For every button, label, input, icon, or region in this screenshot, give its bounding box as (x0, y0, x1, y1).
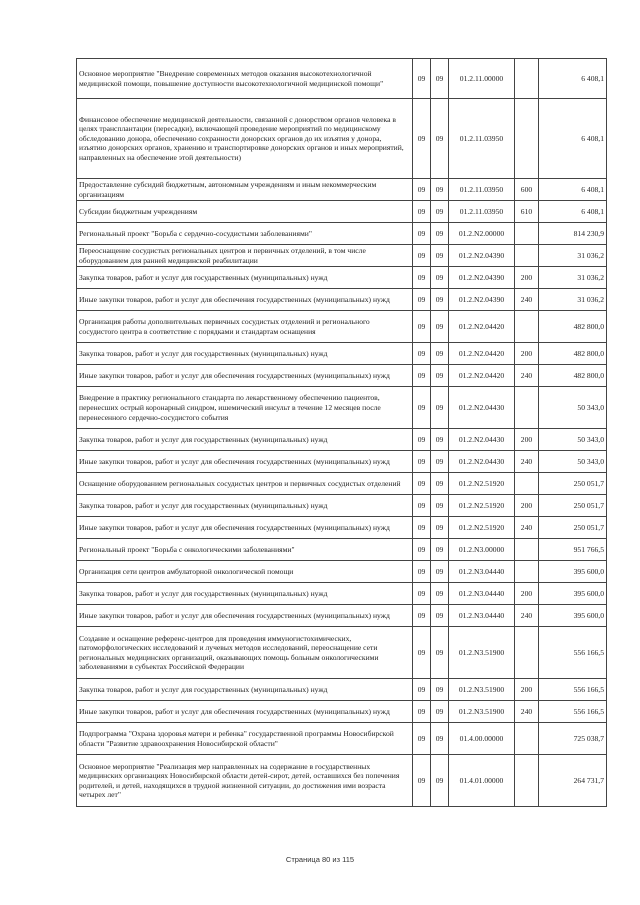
table-row (77, 679, 607, 701)
section-cell: 09 (413, 583, 431, 605)
row-name-cell: Региональный проект "Борьба с онкологическими заболеваниями" (77, 539, 413, 561)
expense-type-cell: 240 (515, 605, 539, 627)
row-name-cell: Иные закупки товаров, работ и услуг для обеспечения государственных (муниципальных) нужд (77, 517, 413, 539)
amount-cell: 482 800,0 (539, 343, 607, 365)
subsection-cell: 09 (431, 343, 449, 365)
row-name-cell: Закупка товаров, работ и услуг для государственных (муниципальных) нужд (77, 583, 413, 605)
table-row (77, 99, 607, 179)
amount-cell: 482 800,0 (539, 311, 607, 343)
row-name-cell: Подпрограмма "Охрана здоровья матери и ребенка" государственной программы Новосибирской области "Развитие здравоохранения Новосибирской области" (77, 723, 413, 755)
amount-cell: 482 800,0 (539, 365, 607, 387)
target-code-cell: 01.2.N3.00000 (449, 539, 515, 561)
table-row (77, 429, 607, 451)
target-code-cell: 01.4.00.00000 (449, 723, 515, 755)
expense-type-cell (515, 539, 539, 561)
table-row (77, 267, 607, 289)
subsection-cell: 09 (431, 267, 449, 289)
row-name-cell: Переоснащение сосудистых региональных центров и первичных отделений, в том числе оборудованием для ранней медицинской реабилитации (77, 245, 413, 267)
subsection-cell: 09 (431, 311, 449, 343)
expense-type-cell: 240 (515, 451, 539, 473)
section-cell: 09 (413, 387, 431, 429)
expense-type-cell (515, 223, 539, 245)
table-row (77, 245, 607, 267)
section-cell: 09 (413, 59, 431, 99)
target-code-cell: 01.2.N2.04390 (449, 267, 515, 289)
expense-type-cell: 240 (515, 517, 539, 539)
amount-cell: 250 051,7 (539, 495, 607, 517)
target-code-cell: 01.2.N2.00000 (449, 223, 515, 245)
subsection-cell: 09 (431, 179, 449, 201)
expense-type-cell: 610 (515, 201, 539, 223)
subsection-cell: 09 (431, 473, 449, 495)
row-name-cell: Иные закупки товаров, работ и услуг для обеспечения государственных (муниципальных) нужд (77, 289, 413, 311)
row-name-cell: Организация сети центров амбулаторной онкологической помощи (77, 561, 413, 583)
section-cell: 09 (413, 561, 431, 583)
table-row (77, 539, 607, 561)
subsection-cell: 09 (431, 365, 449, 387)
section-cell: 09 (413, 495, 431, 517)
target-code-cell: 01.2.N3.04440 (449, 583, 515, 605)
amount-cell: 50 343,0 (539, 451, 607, 473)
expense-type-cell (515, 245, 539, 267)
row-name-cell: Субсидии бюджетным учреждениям (77, 201, 413, 223)
subsection-cell: 09 (431, 429, 449, 451)
subsection-cell: 09 (431, 517, 449, 539)
target-code-cell: 01.2.N2.51920 (449, 517, 515, 539)
expense-type-cell (515, 755, 539, 807)
section-cell: 09 (413, 289, 431, 311)
row-name-cell: Иные закупки товаров, работ и услуг для обеспечения государственных (муниципальных) нужд (77, 701, 413, 723)
target-code-cell: 01.2.N2.51920 (449, 473, 515, 495)
table-row (77, 343, 607, 365)
row-name-cell: Закупка товаров, работ и услуг для государственных (муниципальных) нужд (77, 429, 413, 451)
target-code-cell: 01.2.N2.04430 (449, 387, 515, 429)
row-name-cell: Закупка товаров, работ и услуг для государственных (муниципальных) нужд (77, 343, 413, 365)
amount-cell: 6 408,1 (539, 59, 607, 99)
section-cell: 09 (413, 99, 431, 179)
target-code-cell: 01.2.N2.04420 (449, 343, 515, 365)
table-row (77, 583, 607, 605)
subsection-cell: 09 (431, 755, 449, 807)
expense-type-cell (515, 99, 539, 179)
table-row (77, 517, 607, 539)
row-name-cell: Иные закупки товаров, работ и услуг для обеспечения государственных (муниципальных) нужд (77, 365, 413, 387)
row-name-cell: Финансовое обеспечение медицинской деятельности, связанной с донорством органов человека в целях трансплантации (пересадки), включающей проведение мероприятий по медицинскому обследованию донора, обеспечению сохранности донорских органов до их изъятия у донора, изъятию донорских органов, хранению и транспортировке донорских органов и иных мероприятий, направленных на обеспечение этой деятельности) (77, 99, 413, 179)
target-code-cell: 01.2.N3.04440 (449, 605, 515, 627)
amount-cell: 395 600,0 (539, 561, 607, 583)
expense-type-cell (515, 473, 539, 495)
row-name-cell: Закупка товаров, работ и услуг для государственных (муниципальных) нужд (77, 679, 413, 701)
amount-cell: 556 166,5 (539, 701, 607, 723)
amount-cell: 6 408,1 (539, 99, 607, 179)
row-name-cell: Закупка товаров, работ и услуг для государственных (муниципальных) нужд (77, 267, 413, 289)
section-cell: 09 (413, 201, 431, 223)
table-row (77, 311, 607, 343)
row-name-cell: Предоставление субсидий бюджетным, автономным учреждениям и иным некоммерческим организациям (77, 179, 413, 201)
row-name-cell: Внедрение в практику регионального стандарта по лекарственному обеспечению пациентов, перенесших острый коронарный синдром, ишемический инсульт в течение 12 месяцев после перенесенного сердечно-сосудистого события (77, 387, 413, 429)
amount-cell: 6 408,1 (539, 201, 607, 223)
expense-type-cell: 200 (515, 495, 539, 517)
expense-type-cell (515, 387, 539, 429)
amount-cell: 31 036,2 (539, 267, 607, 289)
table-row (77, 451, 607, 473)
section-cell: 09 (413, 605, 431, 627)
amount-cell: 6 408,1 (539, 179, 607, 201)
subsection-cell: 09 (431, 701, 449, 723)
subsection-cell: 09 (431, 679, 449, 701)
target-code-cell: 01.2.N3.51900 (449, 627, 515, 679)
expense-type-cell (515, 627, 539, 679)
amount-cell: 395 600,0 (539, 605, 607, 627)
target-code-cell: 01.2.N2.04390 (449, 245, 515, 267)
table-row (77, 755, 607, 807)
subsection-cell: 09 (431, 451, 449, 473)
target-code-cell: 01.2.N2.04430 (449, 429, 515, 451)
table-row (77, 59, 607, 99)
section-cell: 09 (413, 365, 431, 387)
table-row (77, 561, 607, 583)
row-name-cell: Создание и оснащение референс-центров для проведения иммуногистохимических, патоморфологических исследований и лучевых методов исследований, переоснащение сети региональных медицинских организаций, оказывающих помощь больным онкологическими заболеваниями в субъектах Российской Федерации (77, 627, 413, 679)
row-name-cell: Организация работы дополнительных первичных сосудистых отделений и регионального сосудистого центра в соответствие с порядками и стандартам оснащения (77, 311, 413, 343)
section-cell: 09 (413, 429, 431, 451)
row-name-cell: Основное мероприятие "Реализация мер направленных на содержание в государственных медицинских организациях Новосибирской области детей-сирот, детей, оставшихся без попечения родителей, и детей, находящихся в трудной жизненной ситуации, до достижения ими возраста четырех лет" (77, 755, 413, 807)
row-name-cell: Оснащение оборудованием региональных сосудистых центров и первичных сосудистых отделений (77, 473, 413, 495)
table-row (77, 179, 607, 201)
target-code-cell: 01.2.11.03950 (449, 201, 515, 223)
expense-type-cell: 240 (515, 289, 539, 311)
section-cell: 09 (413, 701, 431, 723)
page-number: Страница 80 из 115 (285, 855, 355, 864)
amount-cell: 250 051,7 (539, 517, 607, 539)
table-row (77, 723, 607, 755)
expense-type-cell: 200 (515, 679, 539, 701)
budget-table (76, 58, 607, 807)
target-code-cell: 01.2.N3.51900 (449, 701, 515, 723)
subsection-cell: 09 (431, 59, 449, 99)
table-body (77, 59, 607, 807)
target-code-cell: 01.2.11.03950 (449, 179, 515, 201)
row-name-cell: Иные закупки товаров, работ и услуг для обеспечения государственных (муниципальных) нужд (77, 451, 413, 473)
subsection-cell: 09 (431, 539, 449, 561)
table-row (77, 387, 607, 429)
amount-cell: 264 731,7 (539, 755, 607, 807)
subsection-cell: 09 (431, 289, 449, 311)
section-cell: 09 (413, 451, 431, 473)
target-code-cell: 01.2.N2.04420 (449, 311, 515, 343)
subsection-cell: 09 (431, 605, 449, 627)
expense-type-cell: 200 (515, 267, 539, 289)
section-cell: 09 (413, 267, 431, 289)
amount-cell: 814 230,9 (539, 223, 607, 245)
amount-cell: 395 600,0 (539, 583, 607, 605)
expense-type-cell (515, 311, 539, 343)
subsection-cell: 09 (431, 561, 449, 583)
amount-cell: 725 038,7 (539, 723, 607, 755)
table-row (77, 605, 607, 627)
section-cell: 09 (413, 245, 431, 267)
target-code-cell: 01.2.N2.04390 (449, 289, 515, 311)
subsection-cell: 09 (431, 99, 449, 179)
section-cell: 09 (413, 179, 431, 201)
amount-cell: 250 051,7 (539, 473, 607, 495)
section-cell: 09 (413, 311, 431, 343)
section-cell: 09 (413, 539, 431, 561)
section-cell: 09 (413, 755, 431, 807)
section-cell: 09 (413, 343, 431, 365)
amount-cell: 50 343,0 (539, 429, 607, 451)
subsection-cell: 09 (431, 583, 449, 605)
table-row (77, 627, 607, 679)
table-row (77, 201, 607, 223)
subsection-cell: 09 (431, 245, 449, 267)
expense-type-cell: 240 (515, 365, 539, 387)
table-row (77, 365, 607, 387)
row-name-cell: Закупка товаров, работ и услуг для государственных (муниципальных) нужд (77, 495, 413, 517)
expense-type-cell: 240 (515, 701, 539, 723)
table-row (77, 289, 607, 311)
subsection-cell: 09 (431, 387, 449, 429)
section-cell: 09 (413, 473, 431, 495)
amount-cell: 31 036,2 (539, 289, 607, 311)
section-cell: 09 (413, 723, 431, 755)
amount-cell: 31 036,2 (539, 245, 607, 267)
target-code-cell: 01.2.11.03950 (449, 99, 515, 179)
expense-type-cell: 200 (515, 583, 539, 605)
subsection-cell: 09 (431, 723, 449, 755)
target-code-cell: 01.2.N2.04430 (449, 451, 515, 473)
expense-type-cell: 200 (515, 429, 539, 451)
section-cell: 09 (413, 517, 431, 539)
target-code-cell: 01.2.N3.51900 (449, 679, 515, 701)
section-cell: 09 (413, 679, 431, 701)
section-cell: 09 (413, 223, 431, 245)
subsection-cell: 09 (431, 223, 449, 245)
row-name-cell: Основное мероприятие "Внедрение современных методов оказания высокотехнологичной медицинской помощи, повышение доступности высокотехнологичной медицинской помощи" (77, 59, 413, 99)
table-row (77, 473, 607, 495)
target-code-cell: 01.2.N3.04440 (449, 561, 515, 583)
amount-cell: 556 166,5 (539, 627, 607, 679)
table-row (77, 223, 607, 245)
subsection-cell: 09 (431, 201, 449, 223)
amount-cell: 50 343,0 (539, 387, 607, 429)
subsection-cell: 09 (431, 495, 449, 517)
table-row (77, 701, 607, 723)
expense-type-cell: 600 (515, 179, 539, 201)
expense-type-cell (515, 723, 539, 755)
expense-type-cell (515, 59, 539, 99)
expense-type-cell: 200 (515, 343, 539, 365)
amount-cell: 951 766,5 (539, 539, 607, 561)
table-row (77, 495, 607, 517)
section-cell: 09 (413, 627, 431, 679)
target-code-cell: 01.4.01.00000 (449, 755, 515, 807)
expense-type-cell (515, 561, 539, 583)
target-code-cell: 01.2.N2.51920 (449, 495, 515, 517)
target-code-cell: 01.2.11.00000 (449, 59, 515, 99)
amount-cell: 556 166,5 (539, 679, 607, 701)
row-name-cell: Региональный проект "Борьба с сердечно-сосудистыми заболеваниями" (77, 223, 413, 245)
target-code-cell: 01.2.N2.04420 (449, 365, 515, 387)
row-name-cell: Иные закупки товаров, работ и услуг для обеспечения государственных (муниципальных) нужд (77, 605, 413, 627)
subsection-cell: 09 (431, 627, 449, 679)
